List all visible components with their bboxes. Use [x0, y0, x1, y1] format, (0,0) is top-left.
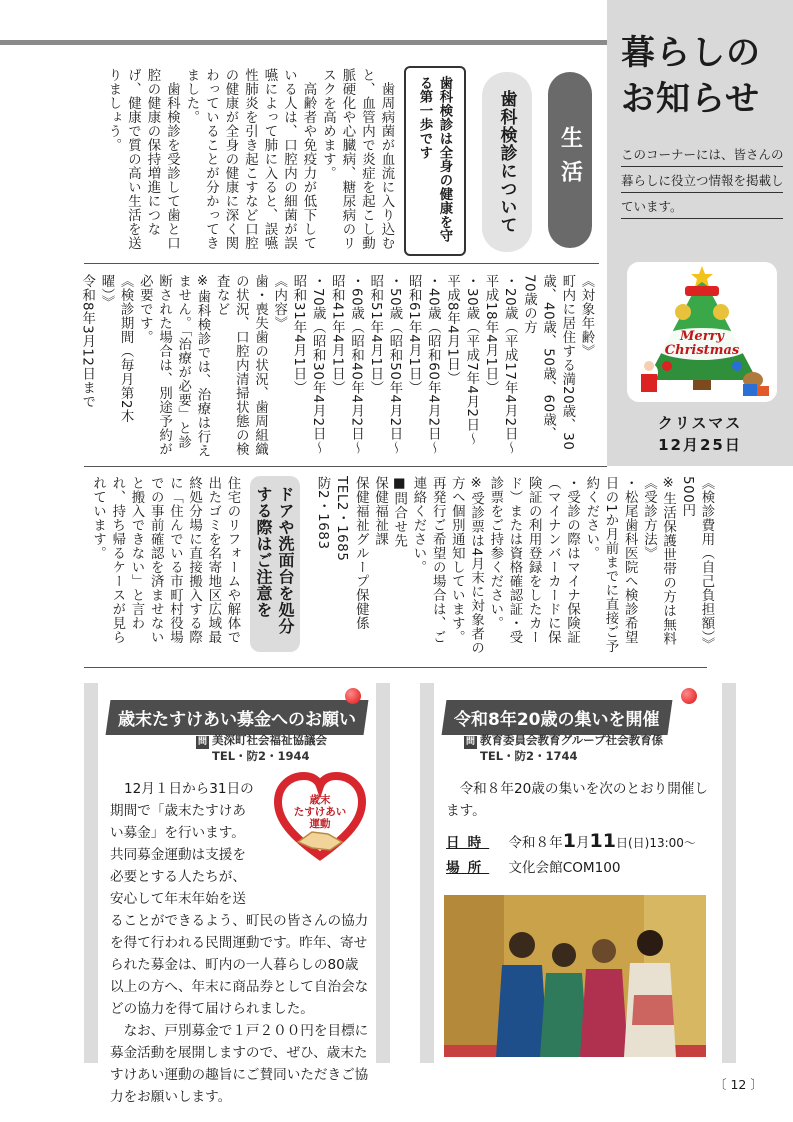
christmas-illustration	[627, 262, 777, 402]
ceremony-intro-text: 令和８年20歳の集いを次のとおり開催します。	[446, 781, 708, 819]
column-divider	[84, 466, 607, 467]
article-column-2: 《対象年齢》 町内に居住する満20歳、30歳、40歳、50歳、60歳、70歳の方 ・20歳（平成17年4月2日〜平成18年4月1日） ・30歳（平成7年4月2日〜平成8年4月1日） ・40歳（昭和60年4月2日〜昭和61年4月1日） ・50歳（昭和50年4月2日〜昭和51年4月1日） ・60歳（昭和40年4月2日〜昭和41年4月1日） ・70歳（昭和30年4月2日〜昭和31年4月1日） 《内容》 歯・喪失歯の状況、歯周組織の状況、口腔内清掃状態の検査など ※歯科検診では、治療は行えません。「治療が必要」と診断された場合は、別途予約が必要です。 《検診期間（毎月第2木曜）》 令和8年3月12日まで	[79, 274, 594, 458]
sidebar-caption-2: 12月25日	[658, 436, 742, 454]
door-disposal-text: 住宅のリフォームや解体で出たゴミを名寄地区広域最終処分場に直接搬入する際に「住んでいる市町村役場での事前確認を済ませないと搬入できない」と言われ、持ち帰るケースが見られています。	[90, 476, 240, 644]
top-rule	[0, 40, 607, 45]
balloon-icon	[345, 688, 361, 704]
fund-line: ることができるよう、町民の皆さんの協力を得て行われる民間運動です。昨年、寄せられた募金は、町内の一人暮らしの80歳以上の方へ、年末に商品券として自治会などの協力を得て届けられました。	[110, 913, 369, 1017]
date-month-unit: 月	[575, 835, 590, 851]
sidebar-title-line1: 暮らしの	[621, 33, 761, 73]
article-column-3: 《検診費用（自己負担額）》 500円 ※生活保護世帯の方は無料 《受診方法》 ・松尾歯科医院へ検診希望日の1か月前までに直接ご予約ください。 ・受診の際はマイナ保険証（マイナンバーカードに保険証の利用登録をしたカード）または資格確認証・受診票をご持参ください。 ※受診票は4月末に対象者の方へ個別通知しています。再発行ご希望の場合は、ご連絡ください。 ■問合せ先 保健福祉課 保健福祉グループ保健係 TEL2・1685 防2・1683	[314, 476, 714, 655]
category-tag: 生活	[548, 72, 592, 248]
heart-label-1: 歳末	[309, 794, 331, 806]
fund-line: 期間で「歳末たすけあ	[110, 803, 246, 819]
inquiry-mark-icon: 問	[197, 737, 207, 747]
fund-line: い募金」を行います。	[110, 825, 245, 841]
contact-org: 美深町社会福祉協議会	[212, 733, 327, 747]
date-prefix: 令和８年	[508, 835, 563, 851]
date-month: 1	[562, 830, 576, 852]
fund-line: 共同募金運動は支援を	[110, 847, 246, 863]
article-intro: 歯周病菌が血流に入り込むと、血管内で炎症を起こし動脈硬化や心臓病、糖尿病のリスクを高めます。 高齢者や免疫力が低下している人は、口腔内の細菌が誤嚥によって肺に入ると、誤嚥性肺炎を引き起こすなど口腔の健康が全身の健康に深く関わっていることが分かってきました。 歯科検診を受診して歯と口腔の健康の保持増進につなげ、健康で質の高い生活を送りましょう。	[106, 68, 394, 250]
article-title: 歯科検診について	[482, 72, 532, 252]
date-suffix: 日(日)13:00〜	[615, 836, 696, 850]
fund-para-2: なお、戸別募金で１戸２００円を目標に募金活動を展開しますので、ぜひ、歳末たすけあい運動の趣旨にご賛同いただきご協力をお願いします。	[110, 1023, 369, 1105]
ceremony-place-row	[446, 856, 621, 876]
sidebar-desc-3: ています。	[621, 199, 683, 214]
page-number: 〔 12 〕	[714, 1077, 763, 1092]
year-end-fund-title-text: 歳末たすけあい募金へのお願い	[118, 710, 356, 730]
twenty-ceremony-title-text: 令和8年20歳の集いを開催	[454, 710, 660, 730]
sidebar	[607, 0, 793, 466]
sidebar-title	[621, 30, 761, 122]
merry-christmas-text	[627, 330, 777, 358]
card-merry: Merry	[680, 329, 724, 344]
place-label: 場所	[446, 860, 490, 876]
ceremony-date-row	[446, 830, 696, 852]
sidebar-desc-2: 暮らしに役立つ情報を掲載し	[621, 173, 784, 188]
place-value: 文化会館COM100	[508, 860, 621, 876]
sidebar-rule	[621, 166, 783, 167]
twenty-ceremony-contact	[464, 733, 663, 763]
date-label: 日時	[446, 835, 490, 851]
card-christmas: Christmas	[664, 343, 740, 358]
contact-tel: TEL・防2・1744	[480, 749, 578, 763]
article-subtitle: 歯科検診は全身の健康を守る第一歩です	[404, 66, 466, 256]
sidebar-rule	[621, 192, 783, 193]
contact-org: 教育委員会教育グループ社会教育係	[480, 733, 664, 747]
year-end-fund-body	[110, 778, 370, 1108]
contact-tel: TEL・防2・1944	[212, 749, 310, 763]
kimono-group-photo-icon	[444, 895, 706, 1057]
sidebar-title-line2: お知らせ	[621, 79, 760, 119]
door-disposal-title: ドアや洗面台を処分する際はご注意を	[250, 476, 300, 652]
sidebar-rule	[621, 218, 783, 219]
fund-line: 12月１日から31日の	[124, 781, 254, 797]
twenty-ceremony-intro	[446, 778, 716, 822]
year-end-fund-title	[106, 700, 369, 735]
fund-line: 必要とする人たちが、	[110, 869, 246, 885]
sidebar-desc-1: このコーナーには、皆さんの	[621, 147, 784, 162]
ceremony-photo	[444, 895, 706, 1057]
year-end-fund-contact	[196, 733, 327, 763]
heart-label-3: 運動	[309, 818, 331, 830]
column-divider	[84, 263, 599, 264]
inquiry-mark-icon: 問	[465, 737, 475, 747]
sidebar-caption-1: クリスマス	[657, 414, 743, 432]
column-divider	[84, 667, 707, 668]
heart-label-2: たすけあい	[293, 806, 347, 818]
twenty-ceremony-title	[442, 700, 672, 735]
fund-line: 安心して年末年始を送	[110, 891, 246, 907]
date-day: 11	[589, 830, 616, 852]
balloon-icon	[681, 688, 697, 704]
